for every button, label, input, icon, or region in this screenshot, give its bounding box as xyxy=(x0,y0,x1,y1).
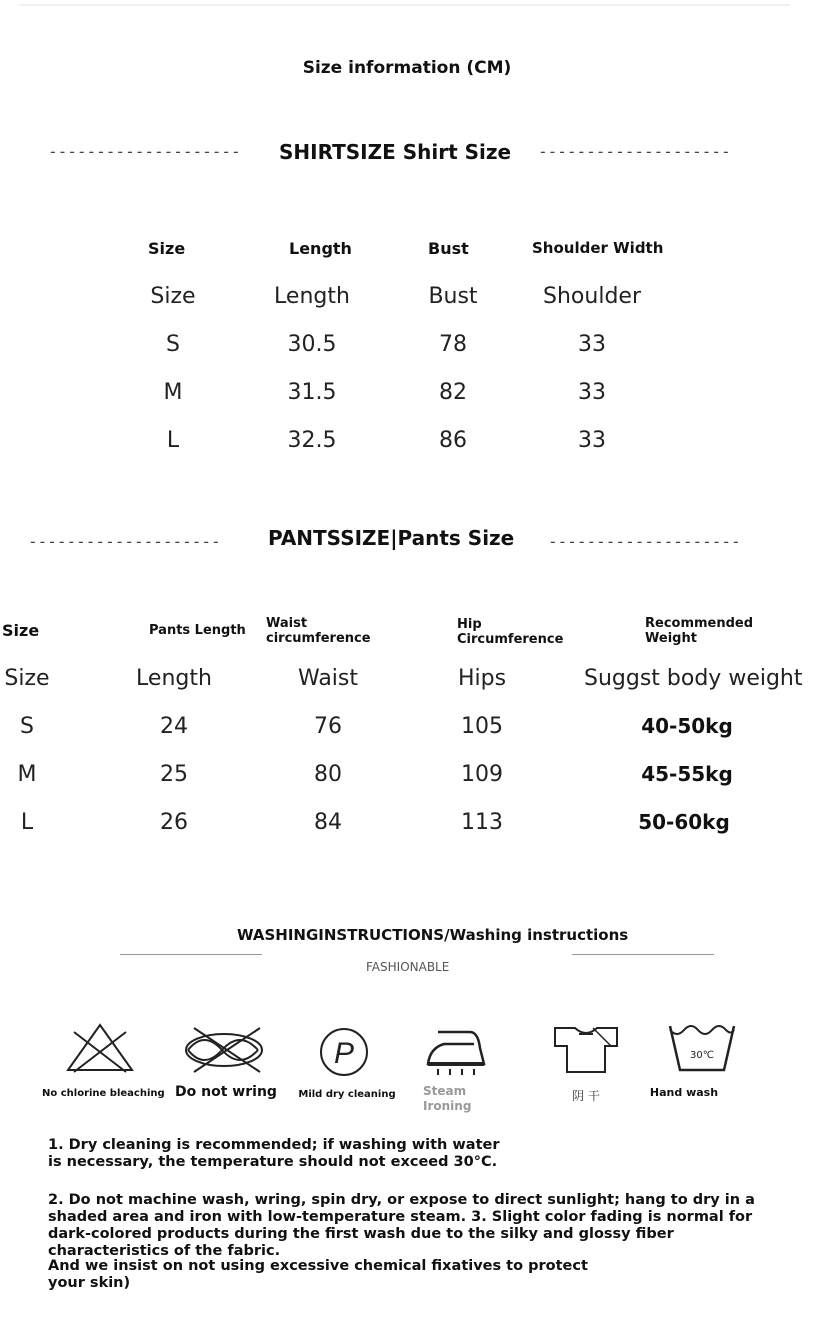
pants-size-heading: PANTSSIZE|Pants Size xyxy=(268,526,515,550)
shirt-alt-length: Length xyxy=(274,284,350,309)
shirt-row-m-shoulder: 33 xyxy=(578,380,606,405)
dry-clean-label: Mild dry cleaning xyxy=(298,1089,396,1100)
shirt-row-l-shoulder: 33 xyxy=(578,428,606,453)
pants-row-l-hips: 113 xyxy=(461,810,503,835)
shirt-alt-shoulder: Shoulder xyxy=(543,284,641,309)
shirt-alt-size: Size xyxy=(150,284,196,309)
shirt-alt-bust: Bust xyxy=(428,284,478,309)
steam-iron-icon xyxy=(424,1026,490,1076)
pants-dashes-right: -------------------- xyxy=(548,532,741,551)
shirt-dashes-left: -------------------- xyxy=(48,142,241,161)
pants-alt-hips: Hips xyxy=(457,666,507,691)
note-3: And we insist on not using excessive chemical fixatives to protect your skin) xyxy=(48,1258,588,1291)
no-bleach-label: No chlorine bleaching xyxy=(42,1088,165,1099)
shirt-row-s-size: S xyxy=(166,332,180,357)
shirt-header-shoulder: Shoulder Width xyxy=(532,239,664,257)
washing-rule-right xyxy=(572,954,714,955)
pants-alt-weight: Suggst body weight xyxy=(584,666,803,691)
note-2: 2. Do not machine wash, wring, spin dry, or expose to direct sunlight; hang to dry in a shaded area and iron with low-temperature steam. 3. Slight color fading is normal for dark-colored products during the first wash due to the silky and glossy fiber characteristics of the fabric. xyxy=(48,1192,755,1259)
pants-row-s-weight: 40-50kg xyxy=(641,714,733,738)
pants-dashes-left: -------------------- xyxy=(28,532,221,551)
pants-header-waist: Waist circumference xyxy=(266,616,371,646)
no-bleach-icon xyxy=(64,1022,136,1074)
washing-heading: WASHINGINSTRUCTIONS/Washing instructions xyxy=(237,926,629,944)
shirt-row-s-length: 30.5 xyxy=(287,332,337,357)
shirt-size-heading: SHIRTSIZE Shirt Size xyxy=(279,140,512,164)
svg-text:30℃: 30℃ xyxy=(690,1050,714,1061)
shirt-header-bust: Bust xyxy=(428,239,469,258)
pants-row-m-length: 25 xyxy=(160,762,188,787)
shirt-row-m-length: 31.5 xyxy=(287,380,337,405)
hand-wash-icon xyxy=(668,1024,736,1074)
pants-row-s-size: S xyxy=(20,714,34,739)
pants-row-m-waist: 80 xyxy=(314,762,342,787)
pants-row-l-size: L xyxy=(20,810,34,835)
pants-row-s-length: 24 xyxy=(160,714,188,739)
shirt-row-m-bust: 82 xyxy=(439,380,467,405)
pants-header-length: Pants Length xyxy=(149,623,246,638)
shirt-row-s-bust: 78 xyxy=(439,332,467,357)
svg-text:P: P xyxy=(333,1037,355,1070)
no-wring-label: Do not wring xyxy=(175,1084,277,1100)
pants-header-weight: Recommended Weight xyxy=(645,616,754,646)
pants-alt-length: Length xyxy=(136,666,212,691)
shirt-row-s-shoulder: 33 xyxy=(578,332,606,357)
page-title: Size information (CM) xyxy=(302,58,512,78)
shirt-dashes-right: -------------------- xyxy=(538,142,731,161)
shirt-row-l-length: 32.5 xyxy=(287,428,337,453)
note-1: 1. Dry cleaning is recommended; if washing with water is necessary, the temperature should not exceed 30°C. xyxy=(48,1137,500,1170)
washing-rule-left xyxy=(120,954,262,955)
shade-dry-icon xyxy=(553,1026,619,1074)
no-wring-icon xyxy=(182,1024,272,1074)
shirt-row-l-size: L xyxy=(166,428,180,453)
pants-row-l-length: 26 xyxy=(160,810,188,835)
shirt-row-m-size: M xyxy=(163,380,183,405)
shirt-row-l-bust: 86 xyxy=(439,428,467,453)
pants-row-l-waist: 84 xyxy=(314,810,342,835)
pants-alt-waist: Waist xyxy=(297,666,359,691)
steam-iron-label: Steam Ironing xyxy=(423,1084,472,1113)
pants-row-l-weight: 50-60kg xyxy=(638,810,730,834)
pants-row-s-hips: 105 xyxy=(461,714,503,739)
washing-subheading: FASHIONABLE xyxy=(366,960,450,974)
pants-header-hip: Hip Circumference xyxy=(457,617,564,647)
pants-row-s-waist: 76 xyxy=(314,714,342,739)
pants-row-m-hips: 109 xyxy=(461,762,503,787)
top-divider xyxy=(20,4,790,6)
shirt-header-length: Length xyxy=(289,239,352,258)
shirt-header-size: Size xyxy=(148,239,186,258)
pants-row-m-size: M xyxy=(17,762,37,787)
pants-alt-size: Size xyxy=(4,666,50,691)
dry-clean-icon xyxy=(318,1026,370,1078)
hand-wash-label: Hand wash xyxy=(649,1086,719,1099)
pants-row-m-weight: 45-55kg xyxy=(641,762,733,786)
pants-header-size: Size xyxy=(2,621,40,640)
shade-dry-label: 阴 干 xyxy=(572,1089,600,1103)
